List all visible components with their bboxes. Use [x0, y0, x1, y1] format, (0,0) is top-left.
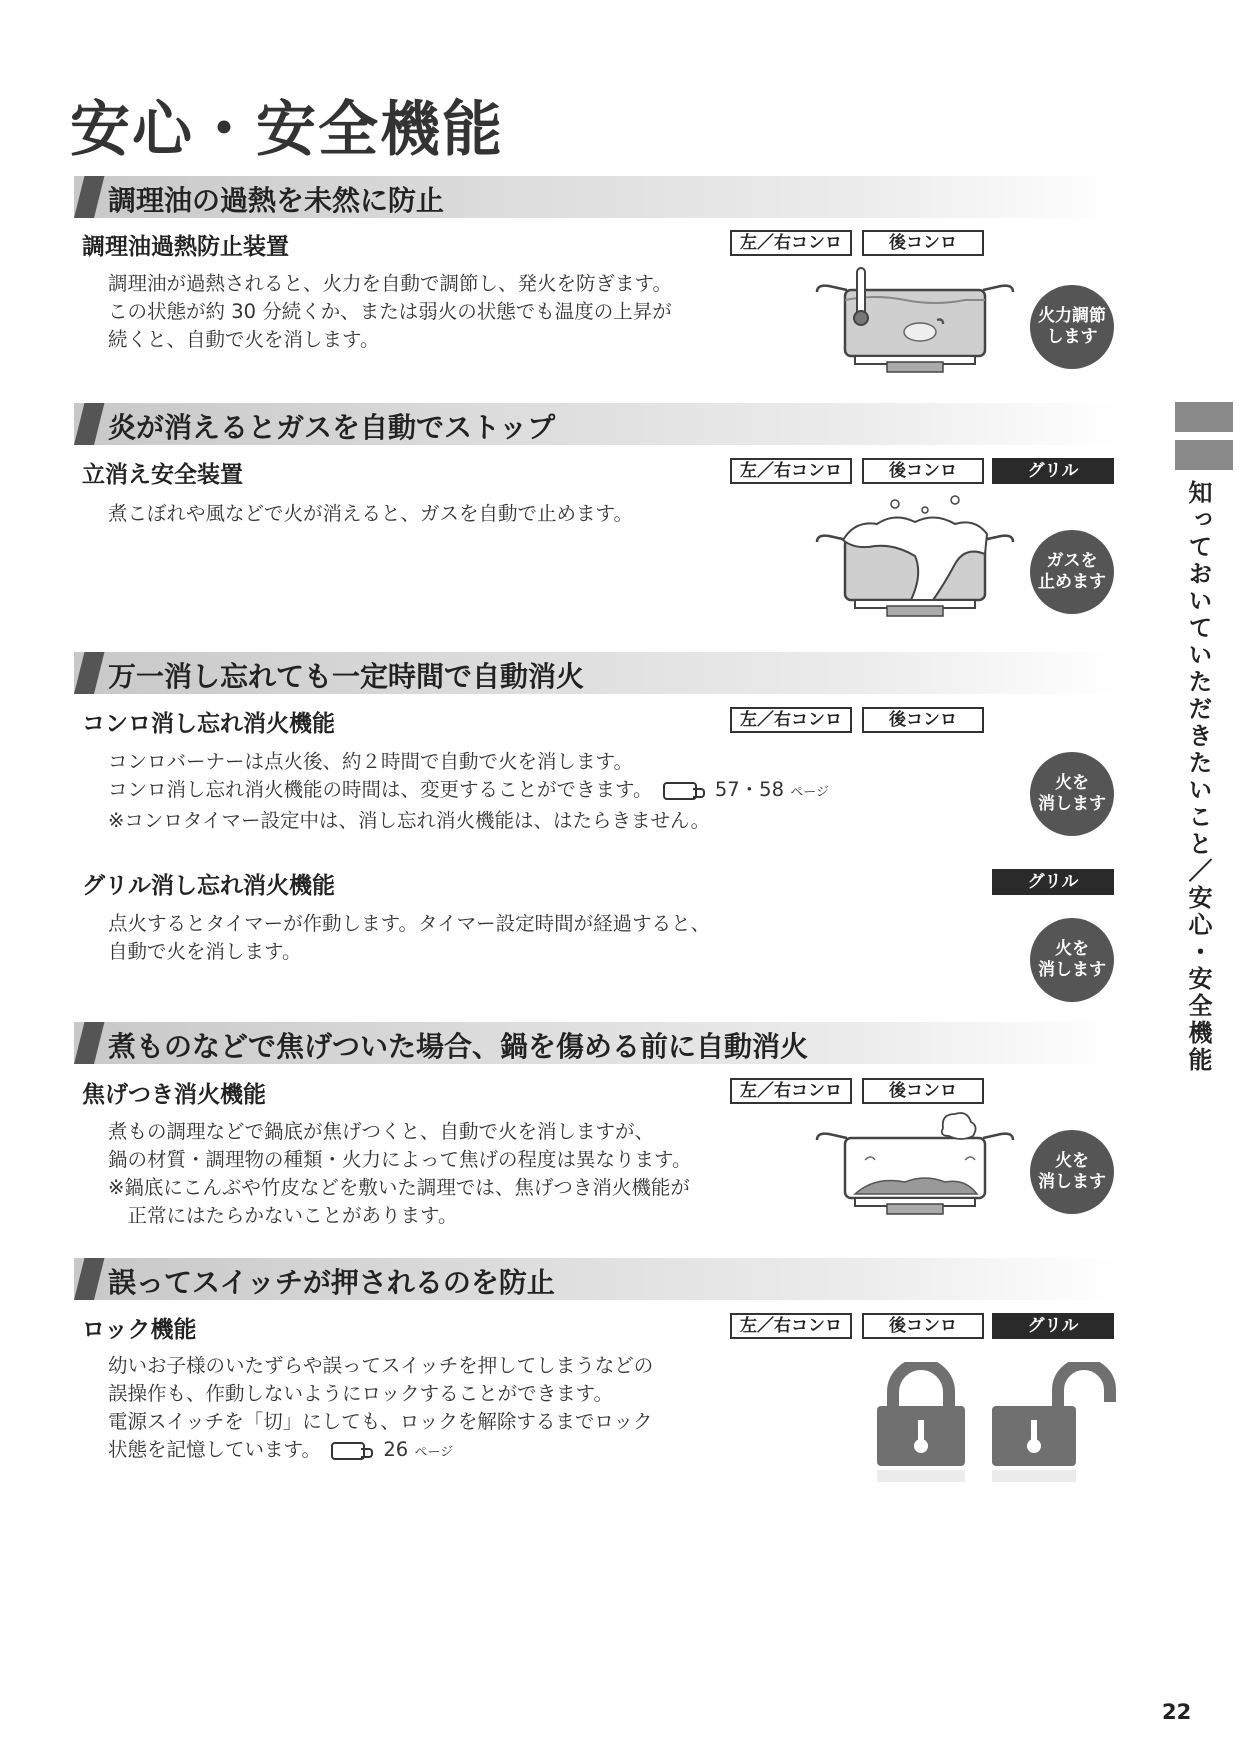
side-chapter-label: 知っておいていただきたいこと／安心・安全機能 [1184, 480, 1212, 1074]
tag-grill: グリル [992, 1313, 1114, 1339]
locked-padlock-icon [875, 1362, 967, 1484]
tag-back-burner: 後コンロ [862, 1078, 984, 1104]
tag-back-burner: 後コンロ [862, 707, 984, 733]
badge-extinguish: 火を 消します [1030, 918, 1114, 1002]
reference-pages: 57・58 [714, 778, 784, 801]
feature-title: 調理油過熱防止装置 [82, 234, 289, 260]
scorched-pot-illustration [815, 1110, 1015, 1222]
feature-description: 幼いお子様のいたずらや誤ってスイッチを押してしまうなどの 誤操作も、作動しないようにロックすることができます。 電源スイッチを「切」にしても、ロックを解除するまでロック 状態を記憶しています。 26 ページ [108, 1354, 654, 1461]
feature-description: 煮こぼれや風などで火が消えると、ガスを自動で止めます。 [108, 502, 633, 525]
reference-page-suffix: ページ [790, 785, 829, 800]
section-header [74, 403, 1120, 445]
section-title: 調理油の過熱を未然に防止 [108, 184, 445, 217]
unlocked-padlock-icon [990, 1362, 1120, 1484]
section-title: 炎が消えるとガスを自動でストップ [108, 411, 556, 444]
feature-title: ロック機能 [82, 1317, 197, 1343]
section-marker [74, 403, 104, 445]
section-marker [74, 1258, 104, 1300]
tag-back-burner: 後コンロ [862, 458, 984, 484]
section-marker [74, 176, 104, 218]
feature-description: コンロバーナーは点火後、約２時間で自動で火を消します。 コンロ消し忘れ消火機能の時間は、変更することができます。 57・58 ページ ※コンロタイマー設定中は、消し忘れ消火機能は、はたらきません。 [108, 750, 829, 832]
page-reference-icon [331, 1442, 365, 1460]
tag-left-right-burner: 左／右コンロ [730, 458, 852, 484]
reference-pages: 26 [383, 1438, 409, 1461]
tag-grill: グリル [992, 458, 1114, 484]
section-header [74, 652, 1120, 694]
page-reference-icon [663, 782, 697, 800]
tag-back-burner: 後コンロ [862, 1313, 984, 1339]
feature-description: 煮もの調理などで鍋底が焦げつくと、自動で火を消しますが、 鍋の材質・調理物の種類・火力によって焦げの程度は異なります。 ※鍋底にこんぶや竹皮などを敷いた調理では、焦げつき消火機能が 正常にはたらかないことがあります。 [108, 1120, 692, 1227]
section-marker [74, 1022, 104, 1064]
section-header [74, 1022, 1120, 1064]
section-title: 誤ってスイッチが押されるのを防止 [108, 1266, 555, 1299]
badge-adjust-flame: 火力調節 します [1030, 285, 1114, 369]
section-title: 万一消し忘れても一定時間で自動消火 [108, 660, 585, 693]
oil-pot-thermometer-illustration [815, 264, 1015, 376]
tag-left-right-burner: 左／右コンロ [730, 707, 852, 733]
section-marker [74, 652, 104, 694]
feature-title: 立消え安全装置 [82, 462, 243, 488]
reference-page-suffix: ページ [414, 1445, 454, 1460]
side-tab-bar-2 [1175, 440, 1233, 470]
badge-extinguish: 火を 消します [1030, 1130, 1114, 1214]
feature-description: 点火するとタイマーが作動します。タイマー設定時間が経過すると、 自動で火を消します。 [108, 912, 711, 963]
side-tab-bar-1 [1175, 402, 1233, 432]
feature-description: 調理油が過熱されると、火力を自動で調節し、発火を防ぎます。 この状態が約 30 分続くか、または弱火の状態でも温度の上昇が 続くと、自動で火を消します。 [108, 272, 672, 351]
tag-left-right-burner: 左／右コンロ [730, 230, 852, 256]
feature-title: グリル消し忘れ消火機能 [82, 873, 335, 899]
page-number: 22 [1162, 1700, 1192, 1724]
tag-left-right-burner: 左／右コンロ [730, 1078, 852, 1104]
feature-title: 焦げつき消火機能 [82, 1082, 266, 1108]
section-header [74, 176, 1120, 218]
section-title: 煮ものなどで焦げついた場合、鍋を傷める前に自動消火 [108, 1030, 809, 1063]
boilover-pot-illustration [815, 494, 1015, 618]
badge-stop-gas: ガスを 止めます [1030, 530, 1114, 614]
page-title: 安心・安全機能 [70, 95, 504, 165]
feature-title: コンロ消し忘れ消火機能 [82, 711, 335, 737]
section-header [74, 1258, 1120, 1300]
tag-back-burner: 後コンロ [862, 230, 984, 256]
badge-extinguish: 火を 消します [1030, 752, 1114, 836]
tag-left-right-burner: 左／右コンロ [730, 1313, 852, 1339]
tag-grill: グリル [992, 869, 1114, 895]
